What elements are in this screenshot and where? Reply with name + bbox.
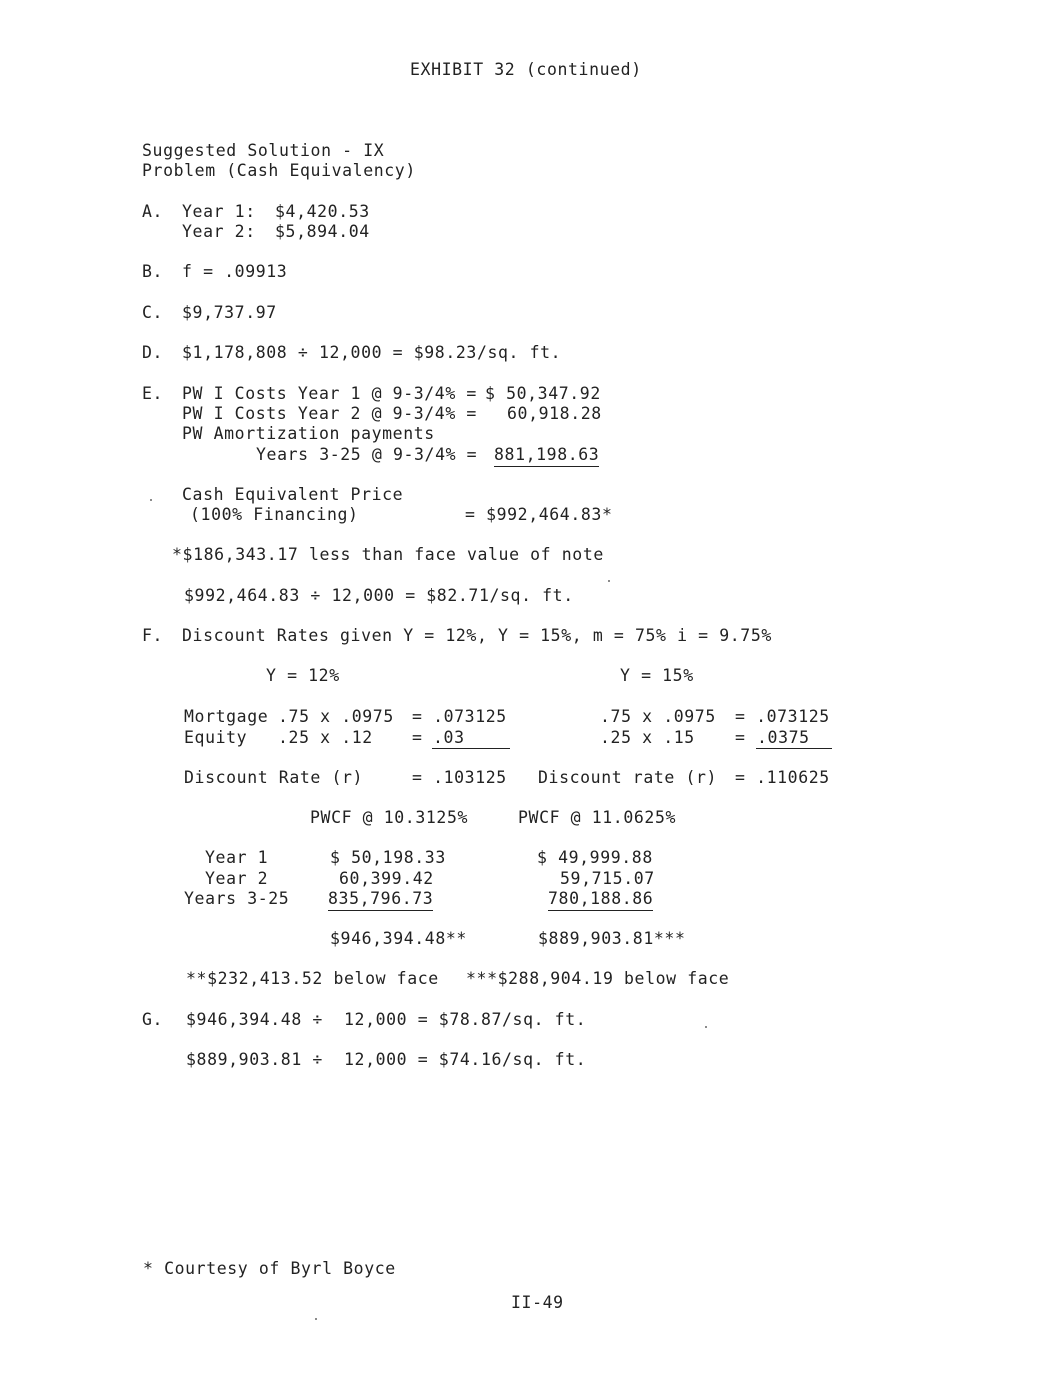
pwcf-row-label: Year 1 (205, 848, 269, 867)
item-b-text: f = .09913 (182, 262, 288, 281)
exhibit-title: EXHIBIT 32 (continued) (410, 60, 642, 79)
pwcf-row-value-2: 59,715.07 (560, 869, 655, 888)
equity-15-equals: = (735, 728, 746, 747)
item-e-per-sqft: $992,464.83 ÷ 12,000 = $82.71/sq. ft. (184, 586, 574, 605)
item-e-line4-label: Years 3-25 @ 9-3/4% = (256, 445, 478, 464)
item-g-letter: G. (142, 1010, 164, 1029)
equity-12-calc: .25 x .12 (278, 728, 373, 747)
item-b-letter: B. (142, 262, 164, 281)
item-a-year2-value: $5,894.04 (275, 222, 370, 241)
item-g-line1: $946,394.48 ÷ 12,000 = $78.87/sq. ft. (186, 1010, 587, 1029)
discount-rate-12-label: Discount Rate (r) (184, 768, 364, 787)
cash-equivalent-value: = $992,464.83* (465, 505, 613, 524)
pwcf-row-value-1: 60,399.42 (339, 869, 434, 888)
scan-speck (608, 580, 610, 582)
item-d-letter: D. (142, 343, 164, 362)
item-a-year1-value: $4,420.53 (275, 202, 370, 221)
item-e-line1-value: $ 50,347.92 (485, 384, 601, 403)
mortgage-15-calc: .75 x .0975 (600, 707, 716, 726)
scan-speck (705, 1026, 707, 1028)
solution-heading: Suggested Solution - IX (142, 141, 385, 160)
y15-header: Y = 15% (620, 666, 694, 685)
item-c-text: $9,737.97 (182, 303, 277, 322)
equity-12-underline (432, 748, 510, 749)
scan-speck (150, 499, 152, 501)
equity-15-result: .0375 (757, 728, 810, 747)
y12-header: Y = 12% (266, 666, 340, 685)
item-e-line1-label: PW I Costs Year 1 @ 9-3/4% = (182, 384, 477, 403)
mortgage-12-result: = .073125 (412, 707, 507, 726)
mortgage-15-result: = .073125 (735, 707, 830, 726)
below-face-note-1: **$232,413.52 below face (186, 969, 439, 988)
item-g-line2: $889,903.81 ÷ 12,000 = $74.16/sq. ft. (186, 1050, 587, 1069)
item-f-intro: Discount Rates given Y = 12%, Y = 15%, m = 75% i = 9.75% (182, 626, 772, 645)
pwcf-1-header: PWCF @ 10.3125% (310, 808, 469, 827)
item-a-year1-label: Year 1: (182, 202, 256, 221)
equity-label: Equity (184, 728, 248, 747)
face-value-note: *$186,343.17 less than face value of note (172, 545, 604, 564)
pwcf-2-header: PWCF @ 11.0625% (518, 808, 677, 827)
pwcf-row-label: Year 2 (205, 869, 269, 888)
below-face-note-2: ***$288,904.19 below face (466, 969, 730, 988)
equity-15-underline (756, 748, 832, 749)
problem-heading: Problem (Cash Equivalency) (142, 161, 416, 180)
item-e-line3: PW Amortization payments (182, 424, 435, 443)
equity-12-equals: = (412, 728, 423, 747)
cash-equivalent-financing: (100% Financing) (190, 505, 359, 524)
discount-rate-12-value: = .103125 (412, 768, 507, 787)
page-number: II-49 (511, 1293, 564, 1312)
item-e-line2-value: 60,918.28 (507, 404, 602, 423)
pwcf-total-1: $946,394.48** (330, 929, 467, 948)
cash-equivalent-label: Cash Equivalent Price (182, 485, 404, 504)
scan-speck (315, 1318, 317, 1320)
item-e-line4-value: 881,198.63 (494, 445, 599, 467)
pwcf-row-value-1: 835,796.73 (328, 889, 433, 911)
item-e-letter: E. (142, 384, 164, 403)
discount-rate-15-label: Discount rate (r) (538, 768, 718, 787)
item-f-letter: F. (142, 626, 164, 645)
item-d-text: $1,178,808 ÷ 12,000 = $98.23/sq. ft. (182, 343, 562, 362)
pwcf-row-label: Years 3-25 (184, 889, 290, 908)
pwcf-row-value-2: 780,188.86 (548, 889, 653, 911)
mortgage-12-calc: .75 x .0975 (278, 707, 394, 726)
mortgage-label: Mortgage (184, 707, 269, 726)
item-e-line2-label: PW I Costs Year 2 @ 9-3/4% = (182, 404, 477, 423)
pwcf-row-value-1: $ 50,198.33 (330, 848, 446, 867)
equity-12-result: .03 (433, 728, 465, 747)
courtesy-footnote: * Courtesy of Byrl Boyce (143, 1259, 396, 1278)
item-a-letter: A. (142, 202, 164, 221)
discount-rate-15-value: = .110625 (735, 768, 830, 787)
item-c-letter: C. (142, 303, 164, 322)
item-a-year2-label: Year 2: (182, 222, 256, 241)
pwcf-row-value-2: $ 49,999.88 (537, 848, 653, 867)
equity-15-calc: .25 x .15 (600, 728, 695, 747)
pwcf-total-2: $889,903.81*** (538, 929, 686, 948)
